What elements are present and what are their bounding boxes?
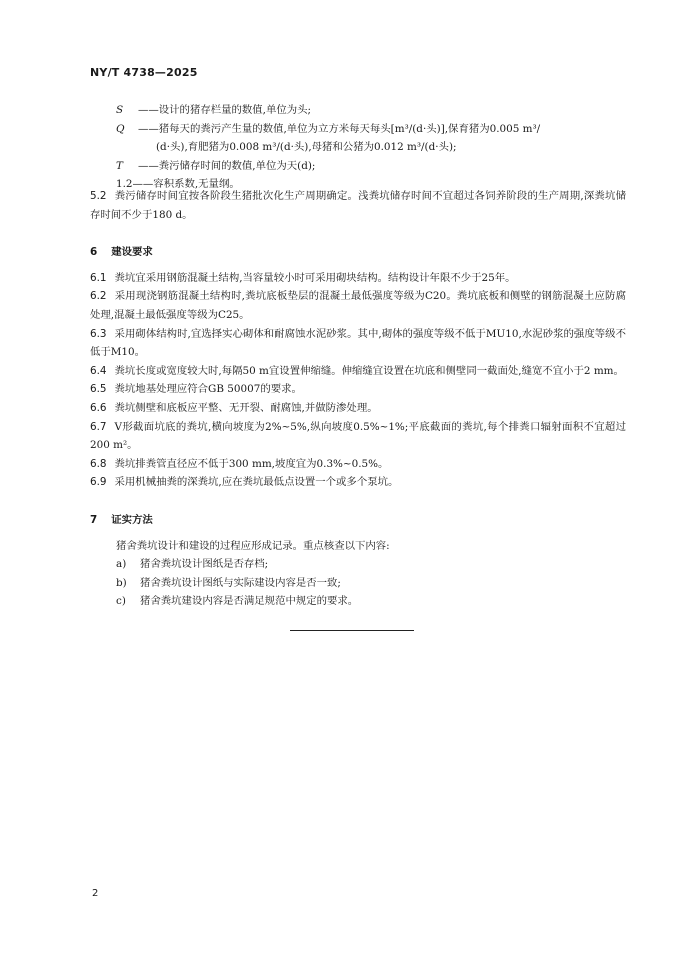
- definition-text: 1.2——容积系数,无量纲。: [116, 178, 240, 191]
- clause-text: 粪坑宜采用钢筋混凝土结构,当容量较小时可采用砌块结构。结构设计年限不少于25年。: [114, 271, 516, 284]
- clause-number: 6.3: [90, 327, 107, 340]
- list-text: 猪舍粪坑设计图纸与实际建设内容是否一致;: [140, 576, 341, 589]
- clause-text: 粪坑侧壁和底板应平整、无开裂、耐腐蚀,并做防渗处理。: [114, 401, 378, 414]
- clause-number: 6.9: [90, 476, 107, 489]
- clause-text: 采用砌体结构时,宜选择实心砌体和耐腐蚀水泥砂浆。其中,砌体的强度等级不低于MU10,水泥砂浆的强度等级不低于M10。: [90, 327, 626, 359]
- clause-number: 6.5: [90, 383, 107, 396]
- section-number: 7: [90, 513, 98, 526]
- clause-number: 6.8: [90, 457, 107, 470]
- definition-row: [116, 120, 626, 139]
- list-item: [116, 555, 626, 574]
- list-text: 猪舍粪坑建设内容是否满足规范中规定的要求。: [140, 595, 359, 608]
- definition-text: ——设计的猪存栏量的数值,单位为头;: [138, 104, 312, 116]
- clause-text: 粪坑地基处理应符合GB 50007的要求。: [114, 383, 302, 396]
- clause-text: 粪坑长度或宽度较大时,每隔50 m宜设置伸缩缝。伸缩缝宜设置在坑底和侧壁同一截面处,缝宽不宜小于2 mm。: [114, 364, 624, 377]
- clause-6-7: [90, 418, 626, 455]
- verification-intro: 猪舍粪坑设计和建设的过程应形成记录。重点核查以下内容:: [116, 539, 390, 552]
- clause-number: 6.4: [90, 364, 107, 377]
- standard-code-header: NY/T 4738—2025: [90, 66, 198, 79]
- document-body: [90, 187, 626, 611]
- end-rule: [290, 630, 414, 631]
- definition-symbol: T: [116, 159, 123, 172]
- clause-6-9: [90, 473, 626, 492]
- list-item: [116, 592, 626, 611]
- clause-number: 6.1: [90, 271, 107, 284]
- clause-6-3: [90, 325, 626, 362]
- clause-6-4: [90, 362, 626, 381]
- symbol-definitions: [116, 101, 626, 194]
- list-text: 猪舍粪坑设计图纸是否存档;: [140, 558, 269, 571]
- list-label: a): [116, 558, 127, 571]
- section-title: 证实方法: [111, 513, 153, 526]
- definition-symbol: Q: [116, 122, 125, 135]
- definition-symbol: S: [116, 104, 124, 116]
- section-title: 建设要求: [111, 246, 153, 259]
- section-number: 6: [90, 246, 98, 259]
- section-heading-7: [90, 511, 626, 530]
- list-label: c): [116, 595, 126, 608]
- clause-5-2: [90, 187, 626, 224]
- clause-6-8: [90, 455, 626, 474]
- definition-continuation: (d·头),育肥猪为0.008 m³/(d·头),母猪和公猪为0.012 m³/(d·头);: [156, 141, 457, 154]
- clause-text: 粪污储存时间宜按各阶段生猪批次化生产周期确定。浅粪坑储存时间不宜超过各饲养阶段的生产周期,深粪坑储存时间不少于180 d。: [90, 190, 626, 221]
- definition-text: ——猪每天的粪污产生量的数值,单位为立方米每天每头[m³/(d·头)],保育猪为0.005 m³/: [138, 122, 541, 135]
- clause-text: 采用现浇钢筋混凝土结构时,粪坑底板垫层的混凝土最低强度等级为C20。粪坑底板和侧壁的钢筋混凝土应防腐处理,混凝土最低强度等级为C25。: [90, 290, 626, 321]
- clause-text: 采用机械抽粪的深粪坑,应在粪坑最低点设置一个或多个泵坑。: [114, 476, 399, 489]
- list-item: [116, 574, 626, 593]
- definition-row: [116, 157, 626, 176]
- definition-text: ——粪污储存时间的数值,单位为天(d);: [138, 159, 316, 172]
- list-label: b): [116, 576, 127, 589]
- clause-6-1: [90, 269, 626, 288]
- clause-6-2: [90, 287, 626, 324]
- verification-list: [90, 555, 626, 611]
- page-number: 2: [92, 888, 99, 899]
- clause-number: 6.7: [90, 420, 107, 433]
- clause-number: 6.2: [90, 290, 107, 303]
- clause-6-6: [90, 399, 626, 418]
- definition-row: [116, 101, 626, 120]
- clause-text: 粪坑排粪管直径应不低于300 mm,坡度宜为0.3%~0.5%。: [114, 457, 389, 470]
- clause-number: 5.2: [90, 190, 107, 202]
- section-heading-6: [90, 243, 626, 262]
- clause-text: V形截面坑底的粪坑,横向坡度为2%~5%,纵向坡度0.5%~1%;平底截面的粪坑,每个排粪口辐射面积不宜超过200 m²。: [90, 420, 626, 452]
- clause-6-5: [90, 380, 626, 399]
- clause-number: 6.6: [90, 401, 107, 414]
